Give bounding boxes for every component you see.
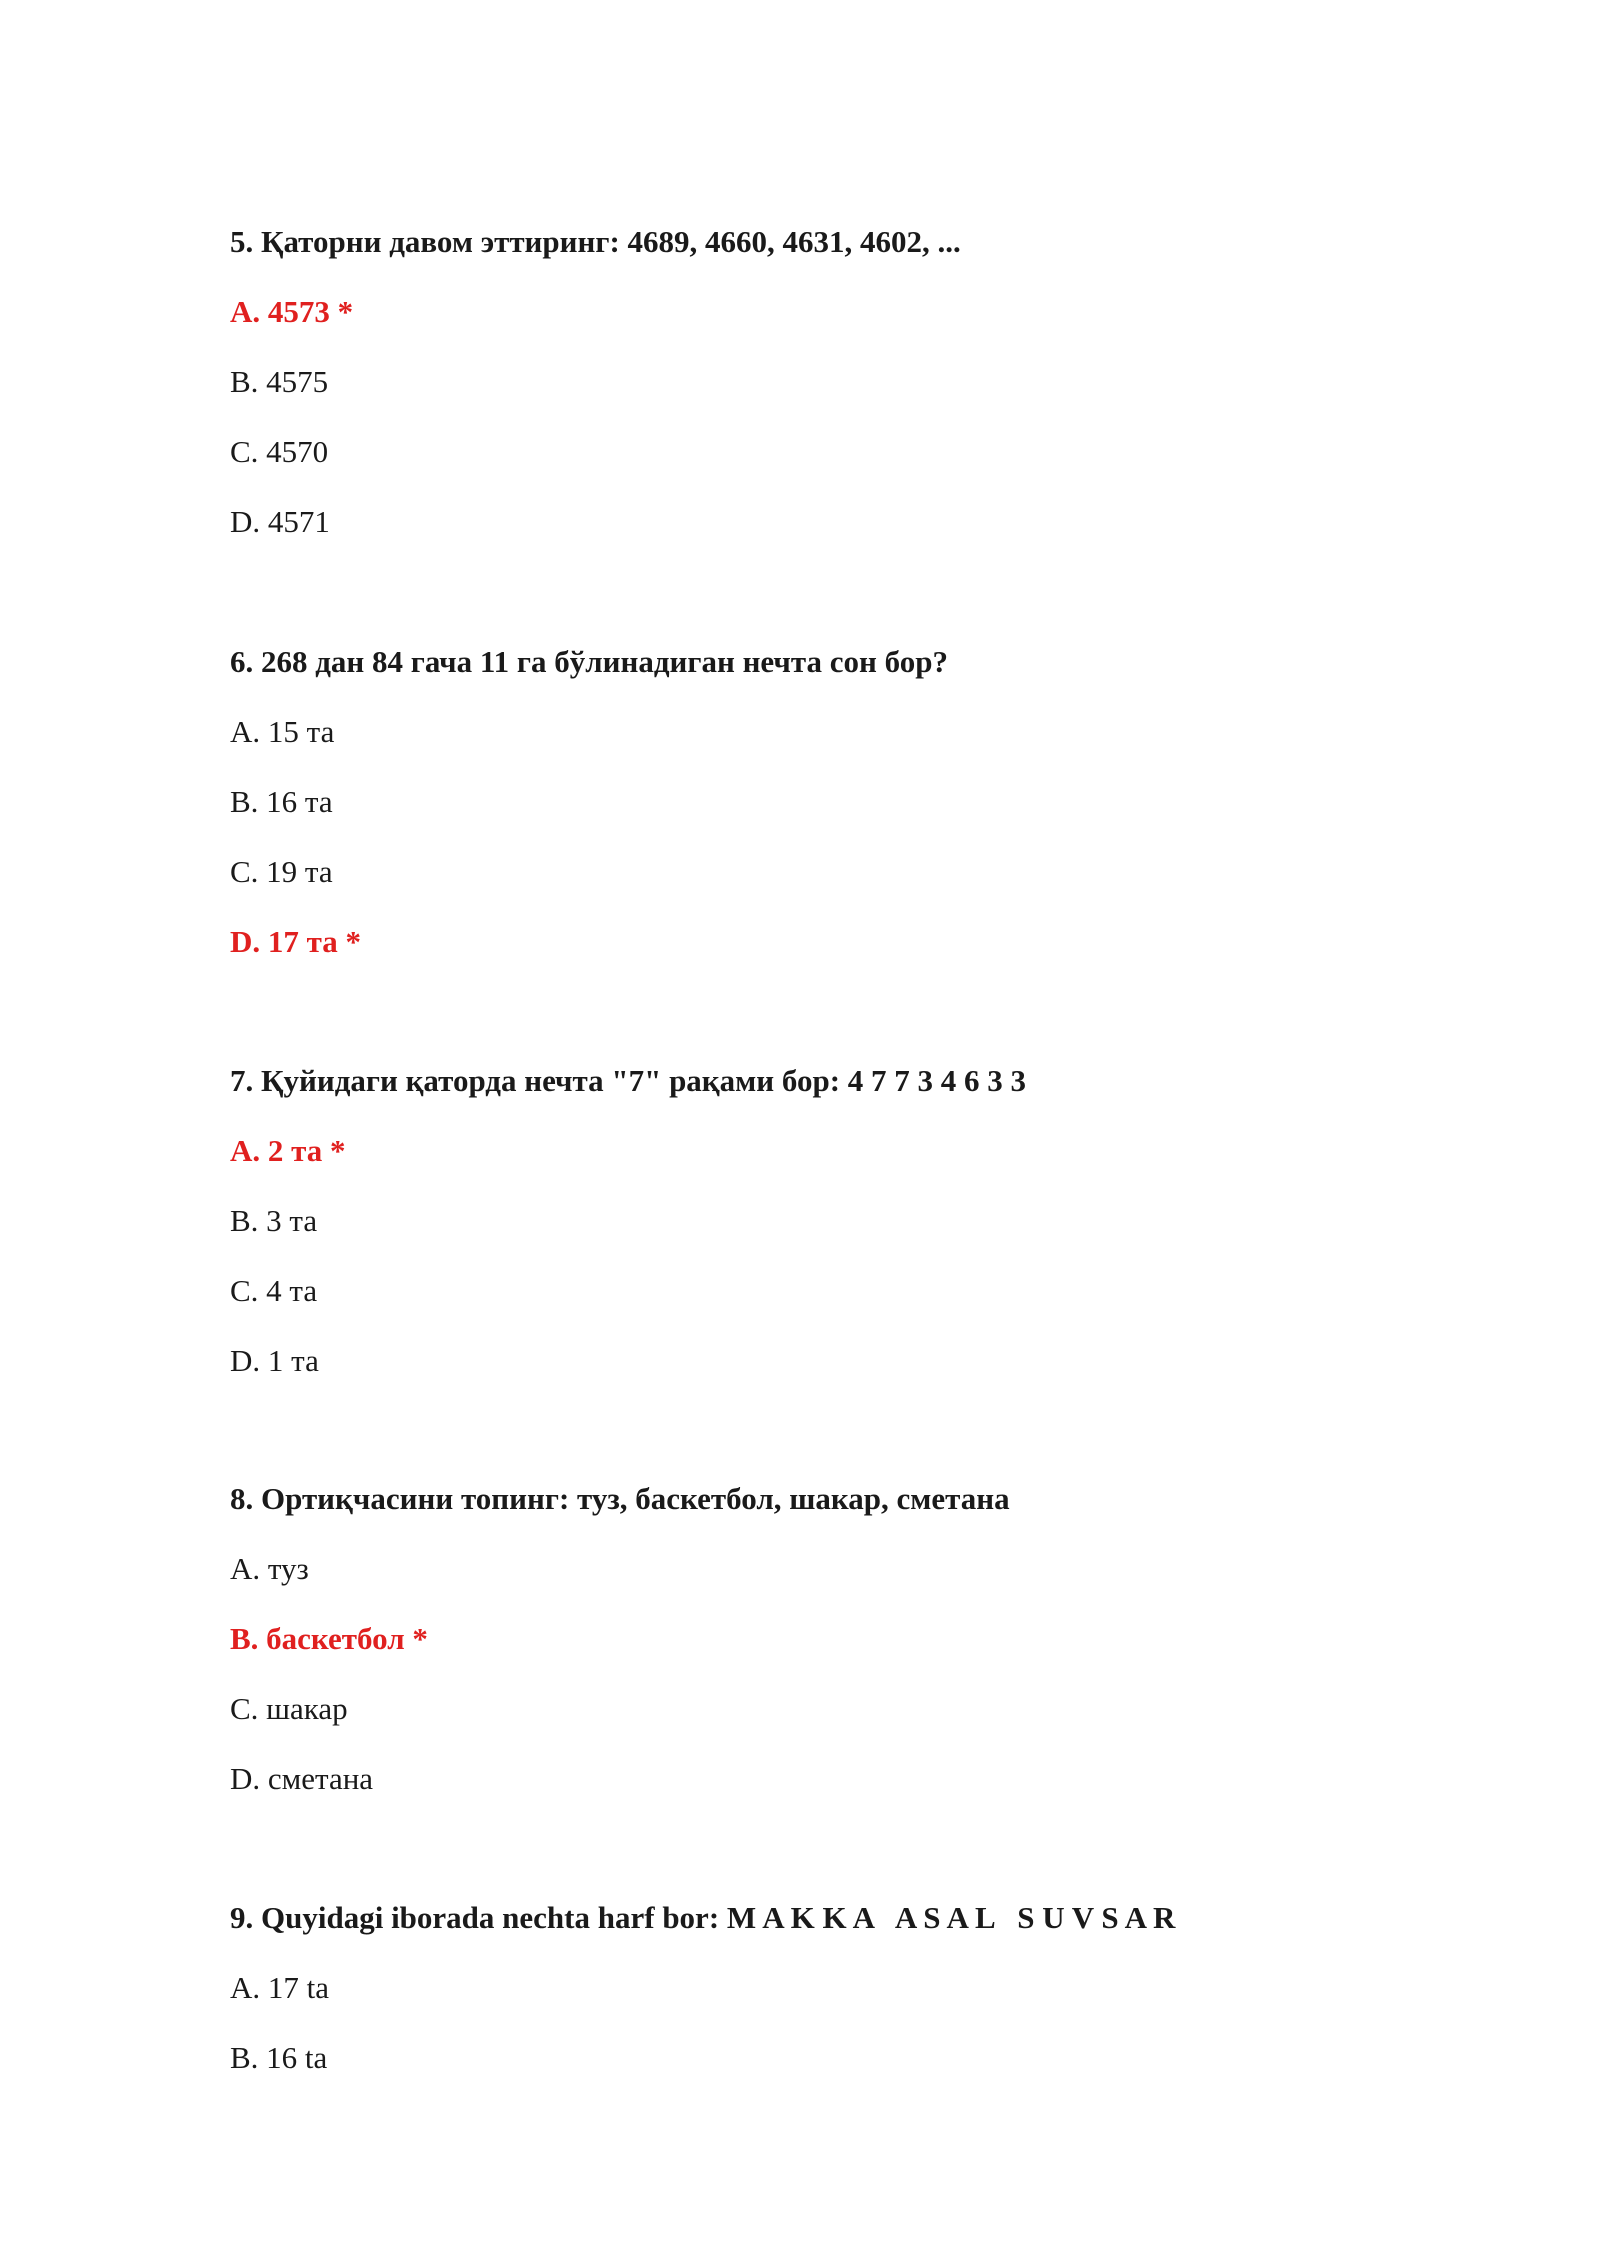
option-d: D. сметана [230,1761,374,1796]
option-a: A. туз [230,1551,309,1586]
question-6 [230,642,1430,962]
option-a: A. 17 ta [230,1970,330,2005]
question-text: 7. Қуйидаги қаторда нечта "7" рақами бор: 4 7 7 3 4 6 3 3 [230,1063,1027,1098]
option-b: B. 16 та [230,784,333,819]
option-d: D. 4571 [230,504,330,539]
option-a: A. 4573 * [230,294,354,329]
question-text: 6. 268 дан 84 гача 11 га бўлинадиган нечта сон бор? [230,644,948,679]
option-a: A. 2 та * [230,1133,346,1168]
question-text: 8. Ортиқчасини топинг: туз, баскетбол, шакар, сметана [230,1481,1010,1516]
option-d: D. 1 та [230,1343,319,1378]
option-c: C. 4570 [230,434,329,469]
option-d: D. 17 та * [230,924,361,959]
question-text: 9. Quyidagi iborada nechta harf bor: M A K K A A S A L S U V S A R [230,1900,1176,1935]
question-9 [230,1898,1430,2078]
option-c: C. 19 та [230,854,333,889]
option-a: A. 15 та [230,714,335,749]
question-7 [230,1061,1430,1381]
option-c: C. шакар [230,1691,348,1726]
question-8 [230,1479,1430,1799]
question-5 [230,222,1430,542]
option-b: B. баскетбол * [230,1621,428,1656]
option-c: C. 4 та [230,1273,318,1308]
question-text: 5. Қаторни давом эттиринг: 4689, 4660, 4631, 4602, ... [230,224,961,259]
option-b: B. 3 та [230,1203,318,1238]
option-b: B. 16 ta [230,2040,328,2075]
option-b: B. 4575 [230,364,329,399]
